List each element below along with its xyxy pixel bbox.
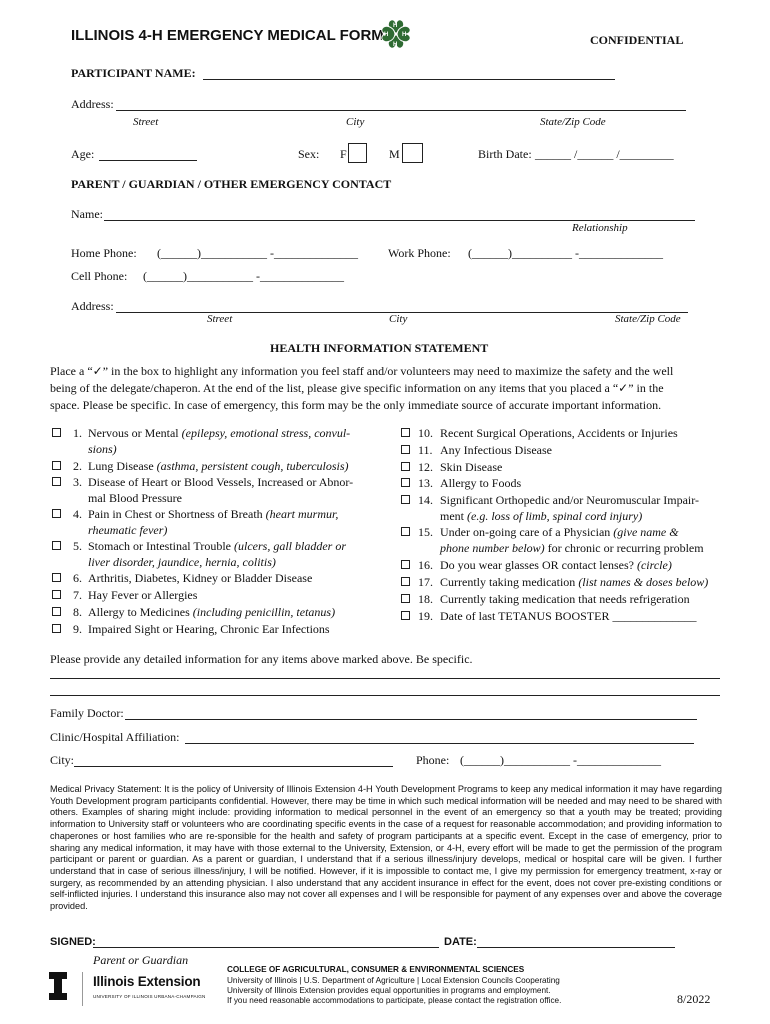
home-phone-label: Home Phone: (71, 246, 137, 260)
emergency-contact-heading: PARENT / GUARDIAN / OTHER EMERGENCY CONTACT (71, 177, 392, 191)
illinois-block-i-icon (49, 972, 67, 1000)
footer-line-1: University of Illinois | U.S. Department of Agriculture | Local Extension Councils Cooperating (227, 976, 560, 985)
svg-text:H: H (402, 32, 407, 38)
city-caption: City (346, 116, 365, 128)
health-item-text: Under on-going care of a Physician (440, 525, 614, 539)
health-item-number: 5. (73, 539, 82, 553)
clinic-label: Clinic/Hospital Affiliation: (50, 730, 180, 744)
details-line-1[interactable] (50, 678, 720, 679)
health-item-text: Nervous or Mental (88, 426, 182, 440)
family-doctor-label: Family Doctor: (50, 706, 124, 720)
confidential-label: CONFIDENTIAL (590, 33, 684, 47)
age-label: Age: (71, 147, 95, 161)
health-item-checkbox[interactable] (401, 428, 410, 437)
health-item-text: Hay Fever or Allergies (88, 588, 198, 602)
health-item-number: 10. (418, 426, 433, 440)
health-item (73, 474, 353, 506)
work-phone-field[interactable]: (______)__________ -______________ (468, 246, 663, 260)
form-title: ILLINOIS 4-H EMERGENCY MEDICAL FORM (71, 27, 384, 44)
health-item (418, 475, 521, 491)
participant-address-field[interactable] (116, 110, 686, 111)
health-item (73, 538, 346, 570)
illinois-extension-logo: Illinois Extension (93, 974, 201, 989)
health-item (418, 459, 502, 475)
date-label: DATE: (444, 936, 477, 948)
health-item (73, 570, 312, 586)
health-item-text: Impaired Sight or Hearing, Chronic Ear Infections (88, 622, 330, 636)
sex-f-label: F (340, 147, 347, 161)
health-item-number: 1. (73, 426, 82, 440)
street-caption: Street (133, 116, 159, 128)
clinic-field[interactable] (185, 743, 694, 744)
health-item-checkbox[interactable] (401, 594, 410, 603)
contact-address-label: Address: (71, 299, 114, 313)
health-item-text: Pain in Chest or Shortness of Breath (88, 507, 266, 521)
health-item-checkbox[interactable] (52, 477, 61, 486)
health-item-checkbox[interactable] (401, 462, 410, 471)
health-item-checkbox[interactable] (401, 527, 410, 536)
health-item-number: 4. (73, 507, 82, 521)
signature-date-field[interactable] (477, 947, 675, 948)
health-item-checkbox[interactable] (52, 428, 61, 437)
details-line-2[interactable] (50, 695, 720, 696)
health-item-number: 8. (73, 605, 82, 619)
contact-street-caption: Street (207, 313, 233, 325)
health-item-continuation-detail: phone number below) (440, 541, 545, 555)
doctor-phone-field[interactable]: (______)___________ -______________ (460, 753, 661, 767)
health-item-detail: (ulcers, gall bladder or (234, 539, 346, 553)
health-item (418, 557, 672, 573)
svg-text:H: H (393, 23, 398, 29)
health-item-continuation-text: for chronic or recurring problem (544, 541, 704, 555)
health-item-number: 14. (418, 493, 433, 507)
health-item-continuation: ment (440, 509, 467, 523)
college-name: COLLEGE OF AGRICULTURAL, CONSUMER & ENVIRONMENTAL SCIENCES (227, 965, 525, 974)
health-item-checkbox[interactable] (52, 607, 61, 616)
relationship-caption: Relationship (572, 222, 628, 234)
health-item-number: 19. (418, 609, 433, 623)
instructions-line-1: Place a “✓” in the box to highlight any information you feel staff and/or volunteers may need to maximize the safety and the well (50, 364, 674, 378)
health-item (418, 608, 696, 624)
contact-city-caption: City (389, 313, 408, 325)
cell-phone-field[interactable]: (______)___________ -______________ (143, 269, 344, 283)
health-item-number: 17. (418, 575, 433, 589)
work-phone-label: Work Phone: (388, 246, 451, 260)
home-phone-field[interactable]: (______)___________ -______________ (157, 246, 358, 260)
health-item (418, 492, 699, 524)
health-item-text: Allergy to Foods (440, 476, 522, 490)
health-item-number: 2. (73, 459, 82, 473)
health-heading: HEALTH INFORMATION STATEMENT (270, 341, 489, 355)
svg-text:H: H (393, 42, 398, 48)
health-item-checkbox[interactable] (401, 560, 410, 569)
health-item-detail: (asthma, persistent cough, tuberculosis) (156, 459, 349, 473)
health-item (418, 574, 708, 590)
health-item-number: 11. (418, 443, 433, 457)
health-item-number: 7. (73, 588, 82, 602)
health-item-number: 12. (418, 460, 433, 474)
health-item-number: 13. (418, 476, 433, 490)
health-item-detail: (including penicillin, tetanus) (192, 605, 336, 619)
health-item-number: 3. (73, 475, 82, 489)
health-item (73, 458, 349, 474)
health-item (73, 604, 335, 620)
health-item-number: 9. (73, 622, 82, 636)
form-date: 8/2022 (677, 992, 711, 1006)
health-item-detail: (epilepsy, emotional stress, convul- (181, 426, 351, 440)
birth-date-field[interactable]: ______ /______ /_________ (535, 147, 674, 161)
health-item-text: Any Infectious Disease (440, 443, 552, 457)
logo-subtext: UNIVERSITY OF ILLINOIS URBANA-CHAMPAIGN (93, 994, 206, 999)
health-item-text: Disease of Heart or Blood Vessels, Increased or Abnor- (88, 475, 354, 489)
health-instructions (50, 363, 710, 414)
participant-name-label: PARTICIPANT NAME: (71, 66, 196, 80)
health-item-text: Recent Surgical Operations, Accidents or Injuries (440, 426, 678, 440)
signed-label: SIGNED: (50, 936, 96, 948)
health-item-continuation: liver disorder, jaundice, hernia, colitis) (88, 555, 276, 569)
health-item-text: Skin Disease (440, 460, 503, 474)
birth-date-label: Birth Date: (478, 147, 532, 161)
health-item-continuation: rheumatic fever) (88, 523, 168, 537)
health-item-checkbox[interactable] (401, 478, 410, 487)
state-zip-caption: State/Zip Code (540, 116, 606, 128)
health-item-number: 15. (418, 525, 433, 539)
sex-f-checkbox[interactable] (348, 143, 367, 163)
four-leaf-clover-icon (378, 16, 414, 52)
health-item-text: Do you wear glasses OR contact lenses? (440, 558, 637, 572)
health-item-checkbox[interactable] (52, 509, 61, 518)
svg-text:H: H (384, 32, 389, 38)
health-item-text: Allergy to Medicines (88, 605, 193, 619)
instructions-line-3: space. Please be specific. In case of emergency, this form may be the only immediate source of accurate important information. (50, 398, 662, 412)
health-item-text: Significant Orthopedic and/or Neuromuscular Impair- (440, 493, 700, 507)
cell-phone-label: Cell Phone: (71, 269, 128, 283)
city-label: City: (50, 753, 75, 767)
health-item-text: Lung Disease (88, 459, 157, 473)
footer-line-2: University of Illinois Extension provides equal opportunities in programs and employment. (227, 986, 551, 995)
parent-guardian-caption: Parent or Guardian (93, 953, 189, 967)
health-item-text: Date of last TETANUS BOOSTER ______________ (440, 609, 697, 623)
health-item-checkbox[interactable] (401, 611, 410, 620)
family-doctor-field[interactable] (125, 719, 697, 720)
doctor-phone-label: Phone: (416, 753, 450, 767)
privacy-statement: Medical Privacy Statement: It is the policy of University of Illinois Extension 4-H Youth Development Programs to keep any medical information it may have regarding Youth Development program participants confidential. However, there may be time in which such medical information will be needed and may need to be shared with others. Examples of sharing might include: providing information to medical personnel in the event of an emergency so that a youth may be treated; providing information to University staff or volunteers who are coordinating specific events in the case of a request for reasonable accommodation; and providing information to chaperones or host families who are re-sponsible for the health and safety of program participants at a specific event. Except in the case of emergency, prior to sharing any medical information, it may have with those external to the University, Extension, or 4-H, every effort will be made to get the permission of the program participant or parent or guardian. As a parent or guardian, I understand that if a serious illness/injury develops, medical or hospital care will be given. I further understand that in case of serious illness/injury, I will be notified. However, if it is impossible to contact me, I give my permission for emergency treatment, x-ray or surgery, as recommended by an attending physician. I also understand that any accident insurance in effect for the event, does not cover pre-existing conditions or self-inflicted injuries. I understand this insurance also may not cover all expenses and I will be responsible for payment of any expenses over and above the coverage provided. (50, 784, 722, 912)
health-item (418, 524, 704, 556)
footer-divider (82, 972, 83, 1006)
health-item-text: Currently taking medication that needs refrigeration (440, 592, 690, 606)
health-item (73, 587, 197, 603)
health-item-continuation: mal Blood Pressure (88, 491, 182, 505)
health-item-text: Stomach or Intestinal Trouble (88, 539, 234, 553)
health-item-detail: (list names & doses below) (578, 575, 709, 589)
health-item-checkbox[interactable] (52, 541, 61, 550)
health-item (418, 442, 552, 458)
health-item (73, 506, 338, 538)
health-item (73, 425, 350, 457)
details-prompt: Please provide any detailed information for any items above marked above. Be specific. (50, 652, 473, 666)
health-item (418, 591, 690, 607)
health-item-checkbox[interactable] (401, 445, 410, 454)
health-item-checkbox[interactable] (52, 624, 61, 633)
sex-m-label: M (389, 147, 400, 161)
contact-name-label: Name: (71, 207, 103, 221)
address-label: Address: (71, 97, 114, 111)
health-item-number: 16. (418, 558, 433, 572)
health-item (418, 425, 678, 441)
health-item-checkbox[interactable] (52, 590, 61, 599)
signature-field[interactable] (93, 947, 439, 948)
health-item-checkbox[interactable] (52, 573, 61, 582)
health-item-checkbox[interactable] (52, 461, 61, 470)
doctor-city-field[interactable] (74, 766, 393, 767)
age-field[interactable] (99, 160, 197, 161)
sex-m-checkbox[interactable] (402, 143, 423, 163)
health-item-checkbox[interactable] (401, 577, 410, 586)
health-item (73, 621, 330, 637)
health-item-continuation: sions) (88, 442, 117, 456)
health-item-detail: (circle) (636, 558, 672, 572)
contact-state-zip-caption: State/Zip Code (615, 313, 681, 325)
health-item-checkbox[interactable] (401, 495, 410, 504)
health-item-text: Currently taking medication (440, 575, 579, 589)
instructions-line-2: being of the delegate/chaperon. At the end of the list, please give specific information on any items that you placed a “✓” in the (50, 381, 664, 395)
health-item-number: 18. (418, 592, 433, 606)
health-item-detail: (heart murmur, (265, 507, 339, 521)
health-item-number: 6. (73, 571, 82, 585)
health-item-detail: (give name & (613, 525, 679, 539)
health-item-text: Arthritis, Diabetes, Kidney or Bladder Disease (88, 571, 313, 585)
sex-label: Sex: (298, 147, 320, 161)
contact-name-field[interactable] (104, 220, 695, 221)
participant-name-field[interactable] (203, 79, 615, 80)
footer-line-3: If you need reasonable accommodations to participate, please contact the registration office. (227, 996, 562, 1005)
health-item-continuation-detail: (e.g. loss of limb, spinal cord injury) (467, 509, 643, 523)
